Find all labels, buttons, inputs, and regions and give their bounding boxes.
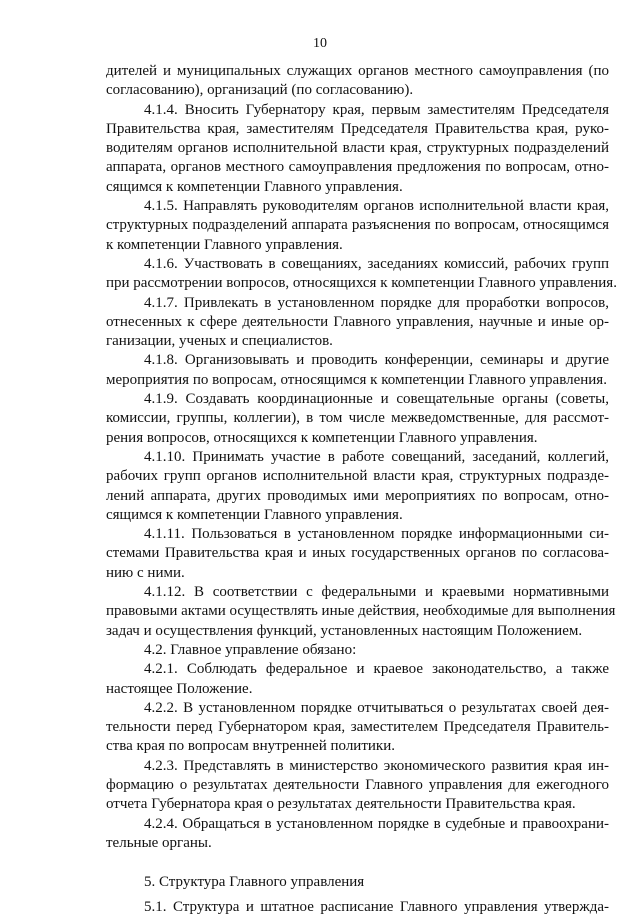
text-line: рения вопросов, относящихся к компетенции Главного управления. bbox=[106, 429, 538, 446]
text-line: формацию о результатах деятельности Главного управления для ежегодного bbox=[106, 776, 609, 793]
text-line: тельные органы. bbox=[106, 834, 212, 851]
text-line: 4.1.9. Создавать координационные и совещательные органы (советы, bbox=[144, 391, 609, 408]
text-line: 4.2. Главное управление обязано: bbox=[144, 641, 357, 658]
paragraph-5-1 bbox=[106, 898, 609, 917]
text-line: к компетенции Главного управления. bbox=[106, 236, 343, 253]
paragraph-4-1-11 bbox=[106, 525, 609, 583]
text-line: нию с ними. bbox=[106, 564, 185, 581]
text-line: 4.1.4. Вносить Губернатору края, первым заместителям Председателя bbox=[144, 101, 609, 118]
text-line: задач и осуществления функций, установленных настоящим Положением. bbox=[106, 622, 583, 639]
text-line: комиссии, группы, коллегии), в том числе межведомственные, для рассмот- bbox=[106, 410, 609, 427]
text-line: лений аппарата, других проводимых ими мероприятиях по вопросам, отно- bbox=[106, 487, 609, 504]
text-line: стемами Правительства края и иных государственных органов по согласова- bbox=[106, 545, 609, 562]
text-line: отчета Губернатора края о результатах деятельности Правительства края. bbox=[106, 796, 576, 813]
document-body bbox=[106, 62, 617, 918]
paragraph-4-1-9 bbox=[106, 390, 609, 448]
section-heading: 5. Структура Главного управления bbox=[144, 874, 365, 891]
page-number: 10 bbox=[313, 36, 327, 51]
paragraph-4-1-10 bbox=[106, 448, 609, 525]
text-line: 4.1.10. Принимать участие в работе совещаний, заседаний, коллегий, bbox=[144, 448, 609, 465]
paragraph-4-2-3 bbox=[106, 757, 609, 815]
text-line: 4.2.4. Обращаться в установленном порядке в судебные и правоохрани- bbox=[144, 815, 609, 832]
text-line: Правительства края, заместителям Председателя Правительства края, руко- bbox=[106, 120, 609, 137]
text-line: ганизации, ученых и специалистов. bbox=[106, 333, 333, 350]
paragraph-4-1-5 bbox=[106, 197, 609, 255]
text-line: 4.1.8. Организовывать и проводить конференции, семинары и другие bbox=[144, 352, 609, 369]
text-line: правовыми актами осуществлять иные действия, необходимые для выполнения bbox=[106, 603, 616, 620]
text-line: дителей и муниципальных служащих органов местного самоуправления (по bbox=[106, 63, 609, 79]
text-line: 5.1. Структура и штатное расписание Главного управления утвержда- bbox=[144, 899, 609, 916]
text-line: 4.2.1. Соблюдать федеральное и краевое законодательство, а также bbox=[144, 661, 609, 678]
text-line: 4.1.7. Привлекать в установленном порядке для проработки вопросов, bbox=[144, 294, 609, 311]
text-line: 4.1.11. Пользоваться в установленном порядке информационными си- bbox=[144, 526, 609, 543]
paragraph-4-1-7 bbox=[106, 294, 609, 352]
text-line: 4.1.5. Направлять руководителям органов исполнительной власти края, bbox=[144, 198, 609, 215]
text-line: аппарата, органов местного самоуправления предложения по вопросам, отно- bbox=[106, 159, 609, 176]
text-line: 4.2.2. В установленном порядке отчитываться о результатах своей дея- bbox=[144, 699, 609, 716]
paragraph-4-2-4 bbox=[106, 815, 609, 854]
text-line: отнесенных к сфере деятельности Главного управления, научные и иные ор- bbox=[106, 313, 609, 330]
paragraph-4-1-12 bbox=[106, 583, 616, 641]
text-line: водителям органов исполнительной власти края, структурных подразделений bbox=[106, 140, 609, 157]
paragraph-4-2 bbox=[106, 641, 609, 660]
text-line: настоящее Положение. bbox=[106, 680, 253, 697]
paragraph-4-1-6 bbox=[106, 255, 617, 294]
text-line: ства края по вопросам внутренней политики. bbox=[106, 738, 395, 755]
text-line: согласованию), организаций (по согласованию). bbox=[106, 82, 414, 99]
text-line: рабочих групп органов исполнительной власти края, структурных подразде- bbox=[106, 468, 609, 485]
text-line: 4.2.3. Представлять в министерство экономического развития края ин- bbox=[144, 757, 609, 774]
paragraph-4-1-8 bbox=[106, 351, 609, 390]
text-line: структурных подразделений аппарата разъяснения по вопросам, относящимся bbox=[106, 217, 609, 234]
paragraph-4-2-1 bbox=[106, 660, 609, 699]
text-line: мероприятия по вопросам, относящимся к компетенции Главного управления. bbox=[106, 371, 607, 388]
paragraph-4-1-4 bbox=[106, 101, 609, 197]
text-line: 4.1.12. В соответствии с федеральными и краевыми нормативными bbox=[144, 584, 609, 601]
paragraph bbox=[106, 62, 609, 101]
text-line: при рассмотрении вопросов, относящихся к компетенции Главного управления. bbox=[106, 275, 617, 292]
text-line: сящимся к компетенции Главного управления. bbox=[106, 178, 403, 195]
spacer bbox=[106, 853, 609, 873]
text-line: 4.1.6. Участвовать в совещаниях, заседаниях комиссий, рабочих групп bbox=[144, 255, 609, 272]
text-line: сящимся к компетенции Главного управления. bbox=[106, 506, 403, 523]
text-line: тельности перед Губернатором края, заместителем Председателя Правитель- bbox=[106, 719, 609, 736]
paragraph-4-2-2 bbox=[106, 699, 609, 757]
